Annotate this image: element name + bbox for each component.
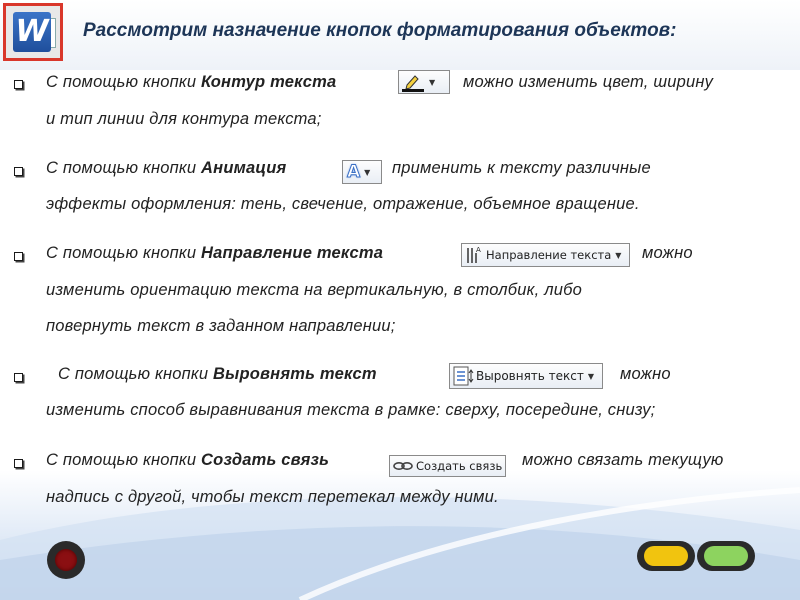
text-direction-button[interactable]: [461, 243, 630, 267]
yellow-light-icon: [644, 546, 688, 566]
item-2-button-name: Анимация: [201, 159, 287, 177]
item-3-prefix: С помощью кнопки: [46, 244, 202, 262]
word-logo-icon: [3, 3, 63, 61]
text-direction-label: Направление текста: [486, 248, 612, 262]
item-1-button-name: Контур текста: [201, 73, 337, 91]
item-1-line-2: и тип линии для контура текста;: [46, 110, 322, 128]
create-link-label: Создать связь: [416, 459, 503, 473]
item-2-line-1-end: применить к тексту различные: [392, 159, 651, 177]
item-4-line-2: изменить способ выравнивания текста в рамке: сверху, посередине, снизу;: [46, 401, 656, 419]
item-5-button-name: Создать связь: [201, 451, 330, 469]
item-5-line-2: надпись с другой, чтобы текст перетекал между ними.: [46, 488, 499, 506]
bullet-marker: [14, 80, 23, 89]
chevron-down-icon: ▼: [615, 250, 622, 260]
logo-letter: W: [13, 12, 51, 52]
bullet-marker: [14, 373, 23, 382]
item-5-line-1: [46, 451, 329, 470]
green-light-icon: [704, 546, 748, 566]
item-2-prefix: С помощью кнопки: [46, 159, 202, 177]
item-4-button-name: Выровнять текст: [213, 365, 377, 383]
align-text-button[interactable]: [449, 363, 603, 389]
item-3-line-2: изменить ориентацию текста на вертикальную, в столбик, либо: [46, 281, 582, 299]
nav-yellow-button[interactable]: [637, 541, 695, 571]
bullet-marker: [14, 167, 23, 176]
align-text-label: Выровнять текст: [476, 369, 584, 383]
item-3-line-1: [46, 244, 383, 263]
link-chain-icon: [390, 458, 416, 474]
item-1-prefix: С помощью кнопки: [46, 73, 202, 91]
create-link-button[interactable]: [389, 455, 506, 477]
item-1-line-1: [46, 73, 336, 92]
nav-back-button[interactable]: [47, 541, 85, 579]
page-title: Рассмотрим назначение кнопок форматирования объектов:: [83, 20, 677, 41]
item-2-line-1: [46, 159, 286, 178]
text-direction-icon: [462, 245, 486, 265]
chevron-down-icon: ▼: [587, 371, 595, 381]
chevron-down-icon: ▼: [364, 167, 371, 177]
nav-green-button[interactable]: [697, 541, 755, 571]
item-3-line-3: повернуть текст в заданном направлении;: [46, 317, 396, 335]
pen-outline-icon: [399, 72, 425, 92]
svg-text:A: A: [476, 246, 481, 254]
item-4-prefix: С помощью кнопки: [58, 365, 214, 383]
text-effect-a-icon: A: [347, 162, 361, 182]
outline-text-button[interactable]: [398, 70, 450, 94]
item-4-line-1-end: можно: [620, 365, 671, 383]
chevron-down-icon: ▼: [429, 77, 436, 87]
align-text-icon: [450, 365, 476, 387]
item-3-button-name: Направление текста: [201, 244, 384, 262]
bullet-marker: [14, 252, 23, 261]
item-4-line-1: [58, 365, 377, 384]
item-2-line-2: эффекты оформления: тень, свечение, отражение, объемное вращение.: [46, 195, 640, 213]
item-5-line-1-end: можно связать текущую: [522, 451, 724, 469]
item-3-line-1-end: можно: [642, 244, 693, 262]
text-effects-button[interactable]: [342, 160, 382, 184]
item-1-line-1-end: можно изменить цвет, ширину: [463, 73, 714, 91]
bullet-marker: [14, 459, 23, 468]
red-dot-icon: [55, 549, 77, 571]
item-5-prefix: С помощью кнопки: [46, 451, 202, 469]
